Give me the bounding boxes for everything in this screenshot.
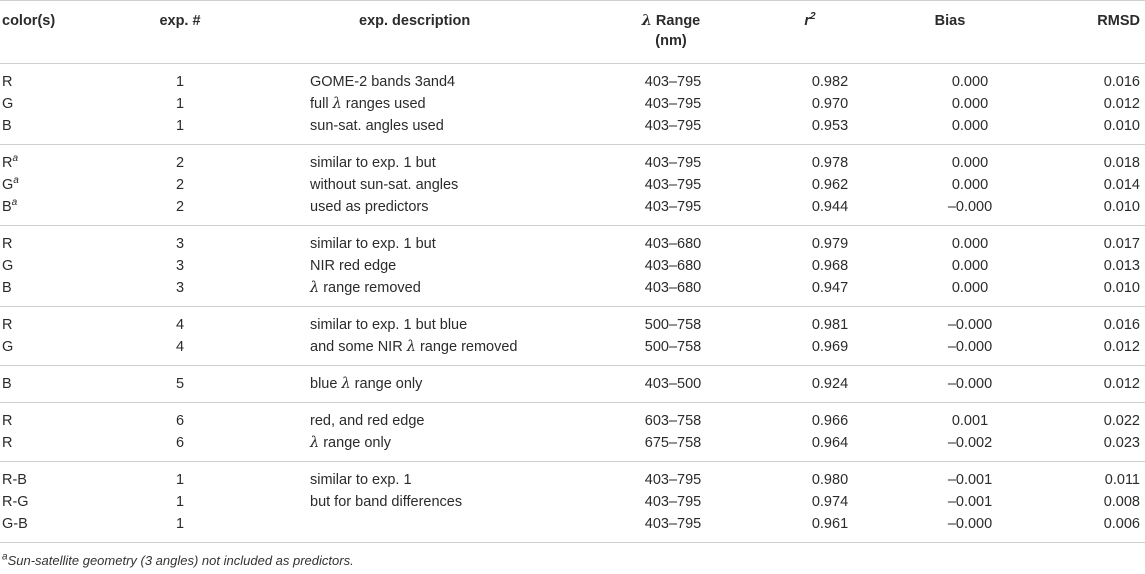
cell-description: GOME-2 bands 3and4 — [310, 74, 456, 90]
cell-r2: 0.953 — [811, 118, 849, 134]
color-label: G — [2, 258, 14, 274]
cell-rmsd: 0.012 — [1103, 339, 1140, 355]
cell-r2: 0.982 — [811, 74, 849, 90]
footnote-ref: a — [13, 175, 19, 187]
cell-exp: 3 — [175, 236, 185, 252]
cell-bias: 0.000 — [951, 236, 989, 252]
header-r2-label: r — [804, 13, 811, 29]
row-group — [0, 226, 1145, 307]
cell-description: λ range removed — [310, 280, 421, 296]
header-description: exp. description — [359, 13, 471, 29]
cell-exp: 1 — [175, 96, 185, 112]
table-row — [0, 336, 1145, 358]
cell-exp: 4 — [175, 339, 185, 355]
cell-rmsd: 0.010 — [1103, 199, 1140, 215]
cell-range: 403–795 — [644, 516, 702, 532]
color-label: G — [2, 96, 14, 112]
cell-description: red, and red edge — [310, 413, 425, 429]
color-label: R — [2, 74, 13, 90]
cell-r2: 0.961 — [811, 516, 849, 532]
cell-bias: 0.001 — [951, 413, 989, 429]
cell-rmsd: 0.017 — [1103, 236, 1140, 252]
cell-range: 403–795 — [644, 155, 702, 171]
cell-exp: 1 — [175, 74, 185, 90]
cell-exp: 1 — [175, 118, 185, 134]
cell-rmsd: 0.010 — [1103, 118, 1140, 134]
cell-color — [2, 279, 12, 297]
table-row — [0, 71, 1145, 93]
cell-bias: –0.000 — [947, 376, 993, 392]
cell-rmsd: 0.013 — [1103, 258, 1140, 274]
cell-color — [2, 493, 29, 511]
cell-exp: 1 — [175, 516, 185, 532]
table-row — [0, 93, 1145, 115]
cell-bias: –0.001 — [947, 494, 993, 510]
cell-description: similar to exp. 1 — [310, 472, 412, 488]
cell-bias: –0.000 — [947, 516, 993, 532]
cell-bias: 0.000 — [951, 258, 989, 274]
color-label: G-B — [2, 516, 28, 532]
row-group — [0, 403, 1145, 462]
header-range — [603, 11, 739, 51]
color-label: G — [2, 177, 14, 193]
cell-range: 603–758 — [644, 413, 702, 429]
cell-range: 403–680 — [644, 258, 702, 274]
color-label: R — [2, 435, 13, 451]
cell-range: 403–795 — [644, 177, 702, 193]
color-label: B — [2, 118, 12, 134]
cell-color — [2, 515, 28, 533]
cell-range: 403–795 — [644, 118, 702, 134]
table-row — [0, 115, 1145, 137]
table-row — [0, 196, 1145, 218]
footnote-ref: a — [12, 153, 19, 165]
cell-color — [2, 154, 18, 172]
cell-exp: 1 — [175, 494, 185, 510]
table-row — [0, 314, 1145, 336]
cell-rmsd: 0.016 — [1103, 74, 1140, 90]
header-r2-sup: 2 — [810, 11, 816, 23]
cell-rmsd: 0.010 — [1103, 280, 1140, 296]
cell-bias: 0.000 — [951, 177, 989, 193]
cell-range: 403–795 — [644, 472, 702, 488]
color-label: B — [2, 280, 12, 296]
cell-range: 403–795 — [644, 199, 702, 215]
color-label: R-B — [2, 472, 27, 488]
cell-description: used as predictors — [310, 199, 429, 215]
row-group — [0, 366, 1145, 403]
cell-exp: 2 — [175, 155, 185, 171]
cell-description: similar to exp. 1 but blue — [310, 317, 468, 333]
footnote-ref: a — [11, 197, 18, 209]
color-label: R-G — [2, 494, 29, 510]
cell-rmsd: 0.016 — [1103, 317, 1140, 333]
header-bias: Bias — [934, 13, 966, 29]
cell-bias: 0.000 — [951, 96, 989, 112]
cell-r2: 0.981 — [811, 317, 849, 333]
cell-description: NIR red edge — [310, 258, 397, 274]
table-body — [0, 64, 1145, 543]
cell-description: but for band differences — [310, 494, 463, 510]
cell-r2: 0.978 — [811, 155, 849, 171]
cell-rmsd: 0.012 — [1103, 96, 1140, 112]
cell-description: and some NIR λ range removed — [310, 339, 518, 355]
cell-color — [2, 117, 12, 135]
cell-bias: –0.000 — [947, 199, 993, 215]
cell-color — [2, 95, 13, 113]
table-row — [0, 491, 1145, 513]
color-label: R — [2, 413, 13, 429]
cell-range: 675–758 — [644, 435, 702, 451]
cell-exp: 6 — [175, 435, 185, 451]
cell-range: 403–680 — [644, 280, 702, 296]
row-group — [0, 307, 1145, 366]
color-label: R — [2, 317, 13, 333]
cell-rmsd: 0.008 — [1103, 494, 1140, 510]
cell-bias: 0.000 — [951, 155, 989, 171]
cell-description: similar to exp. 1 but — [310, 155, 436, 171]
table-row — [0, 277, 1145, 299]
cell-color — [2, 471, 27, 489]
row-group — [0, 64, 1145, 145]
header-range-line1: λ Range — [641, 12, 701, 29]
cell-r2: 0.944 — [811, 199, 849, 215]
cell-r2: 0.979 — [811, 236, 849, 252]
cell-bias: –0.000 — [947, 317, 993, 333]
cell-r2: 0.974 — [811, 494, 849, 510]
cell-r2: 0.966 — [811, 413, 849, 429]
cell-exp: 5 — [175, 376, 185, 392]
cell-color — [2, 434, 12, 452]
cell-range: 403–795 — [644, 494, 702, 510]
header-color: color(s) — [2, 13, 56, 29]
cell-description: blue λ range only — [310, 376, 423, 392]
footnote — [2, 553, 354, 568]
cell-r2: 0.968 — [811, 258, 849, 274]
cell-color — [2, 412, 12, 430]
color-label: B — [2, 376, 12, 392]
row-group — [0, 145, 1145, 226]
cell-color — [2, 235, 12, 253]
header-r2 — [760, 11, 860, 31]
cell-description: similar to exp. 1 but — [310, 236, 436, 252]
cell-r2: 0.924 — [811, 376, 849, 392]
cell-r2: 0.964 — [811, 435, 849, 451]
header-rmsd: RMSD — [1097, 13, 1140, 29]
cell-color — [2, 257, 13, 275]
cell-color — [2, 316, 12, 334]
color-label: B — [2, 199, 12, 215]
cell-color — [2, 198, 17, 216]
cell-range: 403–795 — [644, 74, 702, 90]
cell-bias: –0.002 — [947, 435, 993, 451]
cell-bias: 0.000 — [951, 74, 989, 90]
table-header — [0, 0, 1145, 64]
color-label: R — [2, 155, 13, 171]
cell-r2: 0.969 — [811, 339, 849, 355]
header-exp: exp. # — [159, 13, 201, 29]
table-row — [0, 255, 1145, 277]
table-row — [0, 233, 1145, 255]
cell-r2: 0.962 — [811, 177, 849, 193]
cell-description: λ range only — [310, 435, 391, 451]
cell-r2: 0.980 — [811, 472, 849, 488]
cell-color — [2, 338, 13, 356]
cell-range: 500–758 — [644, 317, 702, 333]
cell-rmsd: 0.022 — [1103, 413, 1140, 429]
cell-rmsd: 0.014 — [1103, 177, 1140, 193]
table-row — [0, 373, 1145, 395]
cell-exp: 3 — [175, 280, 185, 296]
cell-description: full λ ranges used — [310, 96, 426, 112]
row-group — [0, 462, 1145, 543]
cell-range: 500–758 — [644, 339, 702, 355]
cell-range: 403–795 — [644, 96, 702, 112]
cell-bias: –0.000 — [947, 339, 993, 355]
table-row — [0, 174, 1145, 196]
cell-description: without sun-sat. angles — [310, 177, 459, 193]
table-row — [0, 410, 1145, 432]
color-label: G — [2, 339, 14, 355]
table-row — [0, 513, 1145, 535]
cell-color — [2, 73, 12, 91]
cell-range: 403–680 — [644, 236, 702, 252]
table-row — [0, 469, 1145, 491]
cell-bias: 0.000 — [951, 118, 989, 134]
cell-bias: 0.000 — [951, 280, 989, 296]
cell-exp: 2 — [175, 199, 185, 215]
cell-range: 403–500 — [644, 376, 702, 392]
color-label: R — [2, 236, 13, 252]
cell-rmsd: 0.018 — [1103, 155, 1140, 171]
cell-description: sun-sat. angles used — [310, 118, 444, 134]
cell-rmsd: 0.023 — [1103, 435, 1140, 451]
cell-exp: 1 — [175, 472, 185, 488]
footnote-text: Sun-satellite geometry (3 angles) not included as predictors. — [7, 553, 354, 568]
cell-r2: 0.947 — [811, 280, 849, 296]
cell-rmsd: 0.012 — [1103, 376, 1140, 392]
cell-exp: 6 — [175, 413, 185, 429]
footnote-marker: a — [2, 551, 8, 563]
cell-rmsd: 0.006 — [1103, 516, 1140, 532]
cell-r2: 0.970 — [811, 96, 849, 112]
cell-color — [2, 176, 19, 194]
cell-exp: 2 — [175, 177, 185, 193]
cell-exp: 4 — [175, 317, 185, 333]
cell-color — [2, 375, 12, 393]
table-row — [0, 152, 1145, 174]
cell-rmsd: 0.011 — [1104, 472, 1140, 488]
cell-bias: –0.001 — [947, 472, 993, 488]
header-range-line2: (nm) — [655, 33, 687, 49]
table-row — [0, 432, 1145, 454]
cell-exp: 3 — [175, 258, 185, 274]
